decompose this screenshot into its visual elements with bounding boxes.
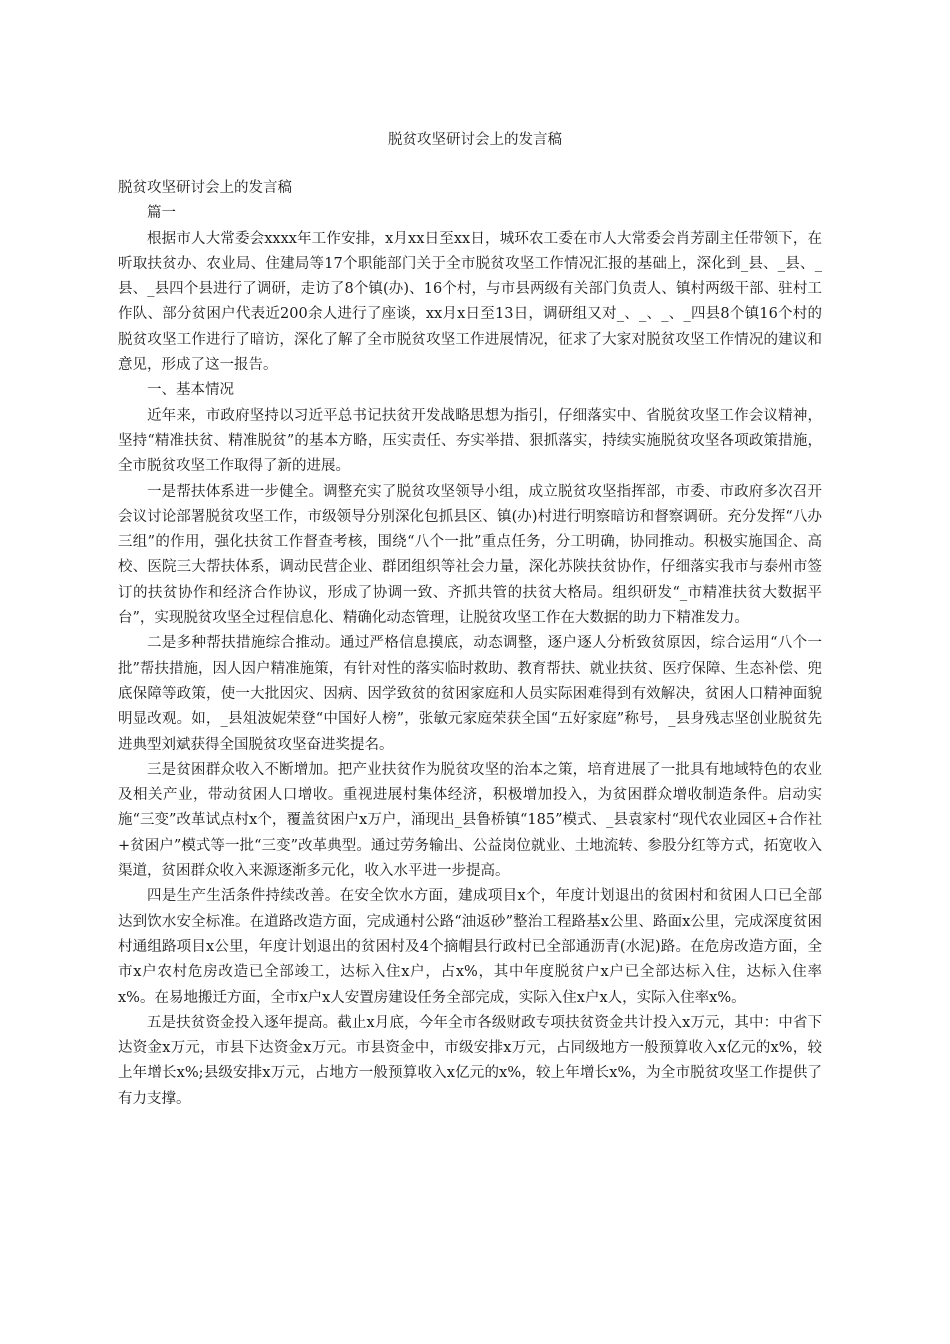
paragraph: 近年来，市政府坚持以习近平总书记扶贫开发战略思想为指引，仔细落实中、省脱贫攻坚工作会议精神，坚持“精准扶贫、精准脱贫”的基本方略，压实责任、夯实举措、狠抓落实，持续实施脱贫攻坚各项政策措施，全市脱贫攻坚工作取得了新的进展。 (118, 407, 822, 475)
paragraph: 一是帮扶体系进一步健全。调整充实了脱贫攻坚领导小组，成立脱贫攻坚指挥部，市委、市政府多次召开会议讨论部署脱贫攻坚工作，市级领导分别深化包抓县区、镇(办)村进行明察暗访和督察调研。充分发挥“八办三组”的作用，强化扶贫工作督查考核，围绕“八个一批”重点任务，分工明确，协同推动。积极实施国企、高校、医院三大帮扶体系，调动民营企业、群团组织等社会力量，深化苏陕扶贫协作，仔细落实我市与泰州市签订的扶贫协作和经济合作协议，形成了协调一致、齐抓共管的扶贫大格局。组织研发“_市精准扶贫大数据平台”，实现脱贫攻坚全过程信息化、精确化动态管理，让脱贫攻坚工作在大数据的助力下精准发力。 (118, 483, 822, 627)
page-title: 脱贫攻坚研讨会上的发言稿 (388, 132, 562, 148)
document-subtitle: 脱贫攻坚研讨会上的发言稿 (118, 180, 292, 196)
paragraph: 根据市人大常委会xxxx年工作安排，x月xx日至xx日，城环农工委在市人大常委会肖芳副主任带领下，在听取扶贫办、农业局、住建局等17个职能部门关于全市脱贫攻坚工作情况汇报的基础上，深化到_县、_县、_县、_县四个县进行了调研，走访了8个镇(办)、16个村，与市县两级有关部门负责人、镇村两级干部、驻村工作队、部分贫困户代表近200余人进行了座谈，xx月x日至13日，调研组又对_、_、_、_四县8个镇16个村的脱贫攻坚工作进行了暗访，深化了解了全市脱贫攻坚工作进展情况，征求了大家对脱贫攻坚工作情况的建议和意见，形成了这一报告。 (118, 230, 822, 374)
paragraph: 二是多种帮扶措施综合推动。通过严格信息摸底，动态调整，逐户逐人分析致贫原因，综合运用“八个一批”帮扶措施，因人因户精准施策，有针对性的落实临时救助、教育帮扶、就业扶贫、医疗保障、生态补偿、兜底保障等政策，使一大批因灾、因病、因学致贫的贫困家庭和人员实际困难得到有效解决，贫困人口精神面貌明显改观。如，_县俎波妮荣登“中国好人榜”，张敏元家庭荣获全国“五好家庭”称号，_县身残志坚创业脱贫先进典型刘斌获得全国脱贫攻坚奋进奖提名。 (118, 635, 822, 753)
paragraph: 五是扶贫资金投入逐年提高。截止x月底，今年全市各级财政专项扶贫资金共计投入x万元，其中：中省下达资金x万元，市县下达资金x万元。市县资金中，市级安排x万元，占同级地方一般预算收入x亿元的x%，较上年增长x%;县级安排x万元，占地方一般预算收入x亿元的x%，较上年增长x%，为全市脱贫攻坚工作提供了有力支撑。 (118, 1014, 822, 1107)
section-heading: 一、基本情况 (147, 382, 234, 399)
document-body (118, 176, 822, 1112)
paragraph: 三是贫困群众收入不断增加。把产业扶贫作为脱贫攻坚的治本之策，培育进展了一批具有地域特色的农业及相关产业，带动贫困人口增收。重视进展村集体经济，积极增加投入，为贫困群众增收制造条件。启动实施“三变”改革试点村x个，覆盖贫困户x万户，涌现出_县鲁桥镇“185”模式、_县袁家村“现代农业园区+合作社+贫困户”模式等一批“三变”改革典型。通过劳务输出、公益岗位就业、土地流转、参股分红等方式，拓宽收入渠道，贫困群众收入来源逐渐多元化，收入水平进一步提高。 (118, 761, 822, 880)
section-label: 篇一 (147, 205, 176, 222)
paragraph: 四是生产生活条件持续改善。在安全饮水方面，建成项目x个，年度计划退出的贫困村和贫困人口已全部达到饮水安全标准。在道路改造方面，完成通村公路“油返砂”整治工程路基x公里、路面x公里，完成深度贫困村通组路项目x公里，年度计划退出的贫困村及4个摘帽县行政村已全部通沥青(水泥)路。在危房改造方面，全市x户农村危房改造已全部竣工，达标入住x户，占x%，其中年度脱贫户x户已全部达标入住，达标入住率x%。在易地搬迁方面，全市x户x人安置房建设任务全部完成，实际入住x户x人，实际入住率x%。 (118, 888, 822, 1006)
